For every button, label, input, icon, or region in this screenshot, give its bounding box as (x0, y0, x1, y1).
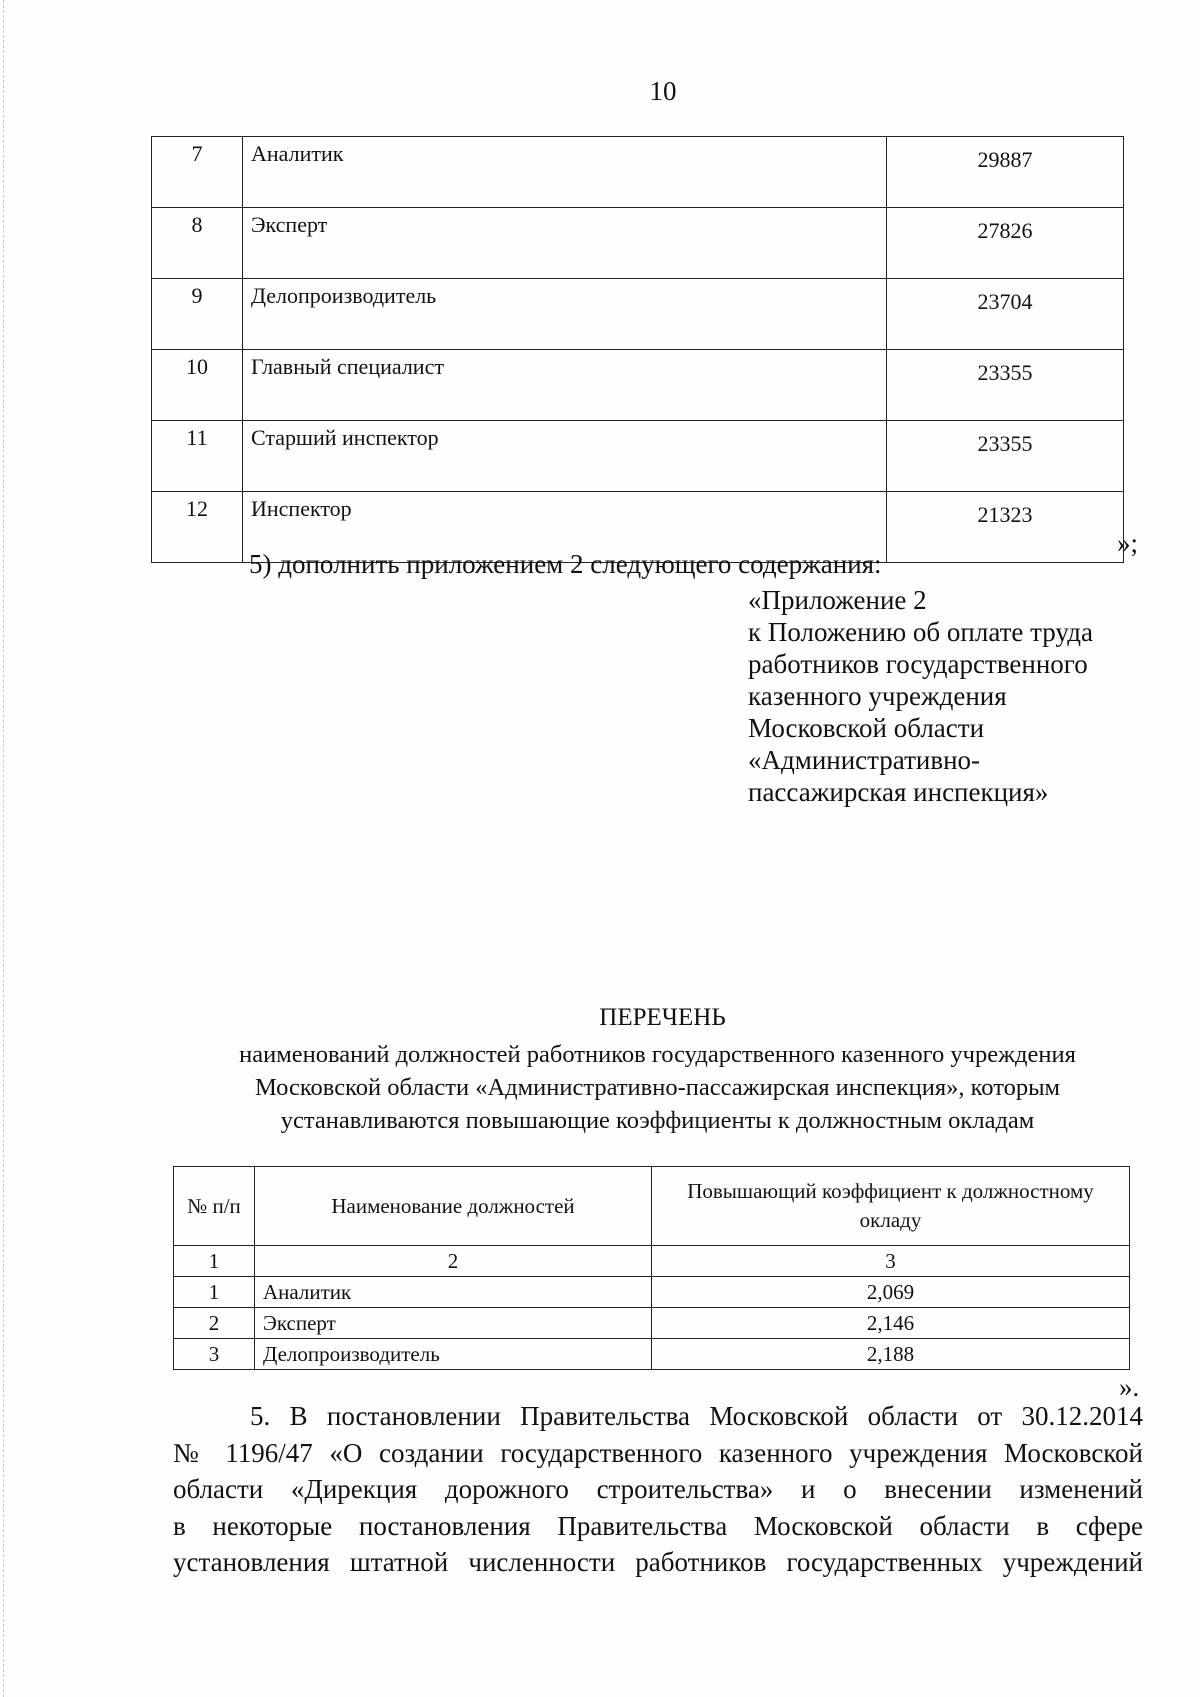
column-number-row (174, 1246, 1130, 1277)
salary-value: 21323 (887, 492, 1124, 563)
table-row (152, 208, 1124, 279)
appendix-heading-line: Московской области (748, 713, 985, 743)
paragraph-line: № 1196/47 «О создании государственного казенного учреждения Московской (173, 1437, 1143, 1468)
table-row (174, 1339, 1130, 1370)
appendix-heading-line: работников государственного (748, 649, 1088, 679)
header-position: Наименование должностей (255, 1167, 652, 1246)
row-number: 2 (174, 1308, 255, 1339)
position-name: Эксперт (255, 1308, 652, 1339)
coefficient-value: 2,188 (652, 1339, 1130, 1370)
row-number: 10 (152, 350, 243, 421)
table-row (152, 350, 1124, 421)
paragraph-line: установления штатной численности работников государственных учреждений (173, 1547, 1143, 1577)
position-name: Главный специалист (243, 350, 887, 421)
appendix-heading-line: казенного учреждения (748, 681, 1007, 711)
paragraph-line: в некоторые постановления Правительства Московской области в сфере (173, 1510, 1143, 1541)
table-header-row (174, 1167, 1130, 1246)
appendix-heading-line: «Административно- (748, 745, 981, 775)
amendment-text: 5) дополнить приложением 2 следующего содержания: (249, 549, 882, 579)
paragraph-line: области «Дирекция дорожного строительства» и о внесении изменений (173, 1474, 1143, 1504)
appendix-heading-line: к Положению об оплате труда (748, 617, 1093, 647)
salary-value: 23355 (887, 350, 1124, 421)
row-number: 3 (174, 1339, 255, 1370)
closing-quote: »; (1117, 528, 1139, 558)
row-number: 8 (152, 208, 243, 279)
list-subtitle-line: наименований должностей работников государственного казенного учреждения (239, 1041, 1076, 1068)
position-name: Аналитик (243, 137, 887, 208)
position-name: Эксперт (243, 208, 887, 279)
appendix-heading (748, 584, 1093, 808)
list-title: ПЕРЕЧЕНЬ (599, 1004, 726, 1031)
position-name: Инспектор (243, 492, 887, 563)
header-coefficient: Повышающий коэффициент к должностному окладу (652, 1167, 1130, 1246)
list-subtitle-line: устанавливаются повышающие коэффициенты к должностным окладам (280, 1107, 1035, 1134)
scan-edge-line (3, 0, 4, 1697)
coefficient-value: 2,146 (652, 1308, 1130, 1339)
position-name: Старший инспектор (243, 421, 887, 492)
salary-value: 23704 (887, 279, 1124, 350)
row-number: 9 (152, 279, 243, 350)
salary-value: 27826 (887, 208, 1124, 279)
list-subtitle-line: Московской области «Административно-пассажирская инспекция», которым (254, 1074, 1061, 1101)
paragraph-line: 5. В постановлении Правительства Московской области от 30.12.2014 (250, 1401, 1143, 1431)
header-number: № п/п (174, 1167, 255, 1246)
row-number: 11 (152, 421, 243, 492)
row-number: 7 (152, 137, 243, 208)
table-row (152, 279, 1124, 350)
column-number: 1 (174, 1246, 255, 1277)
coefficient-table (173, 1166, 1130, 1370)
position-name: Делопроизводитель (255, 1339, 652, 1370)
row-number: 12 (152, 492, 243, 563)
salary-value: 29887 (887, 137, 1124, 208)
table-row (152, 137, 1124, 208)
body-paragraph (173, 1398, 1143, 1581)
appendix-heading-line: «Приложение 2 (748, 585, 927, 615)
position-name: Делопроизводитель (243, 279, 887, 350)
table-row (174, 1277, 1130, 1308)
appendix-heading-line: пассажирская инспекция» (748, 777, 1049, 807)
closing-quote: ». (1119, 1372, 1140, 1402)
page-number: 10 (649, 76, 677, 106)
salary-value: 23355 (887, 421, 1124, 492)
column-number: 3 (652, 1246, 1130, 1277)
position-name: Аналитик (255, 1277, 652, 1308)
table-row (152, 421, 1124, 492)
table-row (174, 1308, 1130, 1339)
coefficient-value: 2,069 (652, 1277, 1130, 1308)
list-subtitle (170, 1038, 1145, 1137)
column-number: 2 (255, 1246, 652, 1277)
row-number: 1 (174, 1277, 255, 1308)
salary-table (151, 136, 1124, 563)
